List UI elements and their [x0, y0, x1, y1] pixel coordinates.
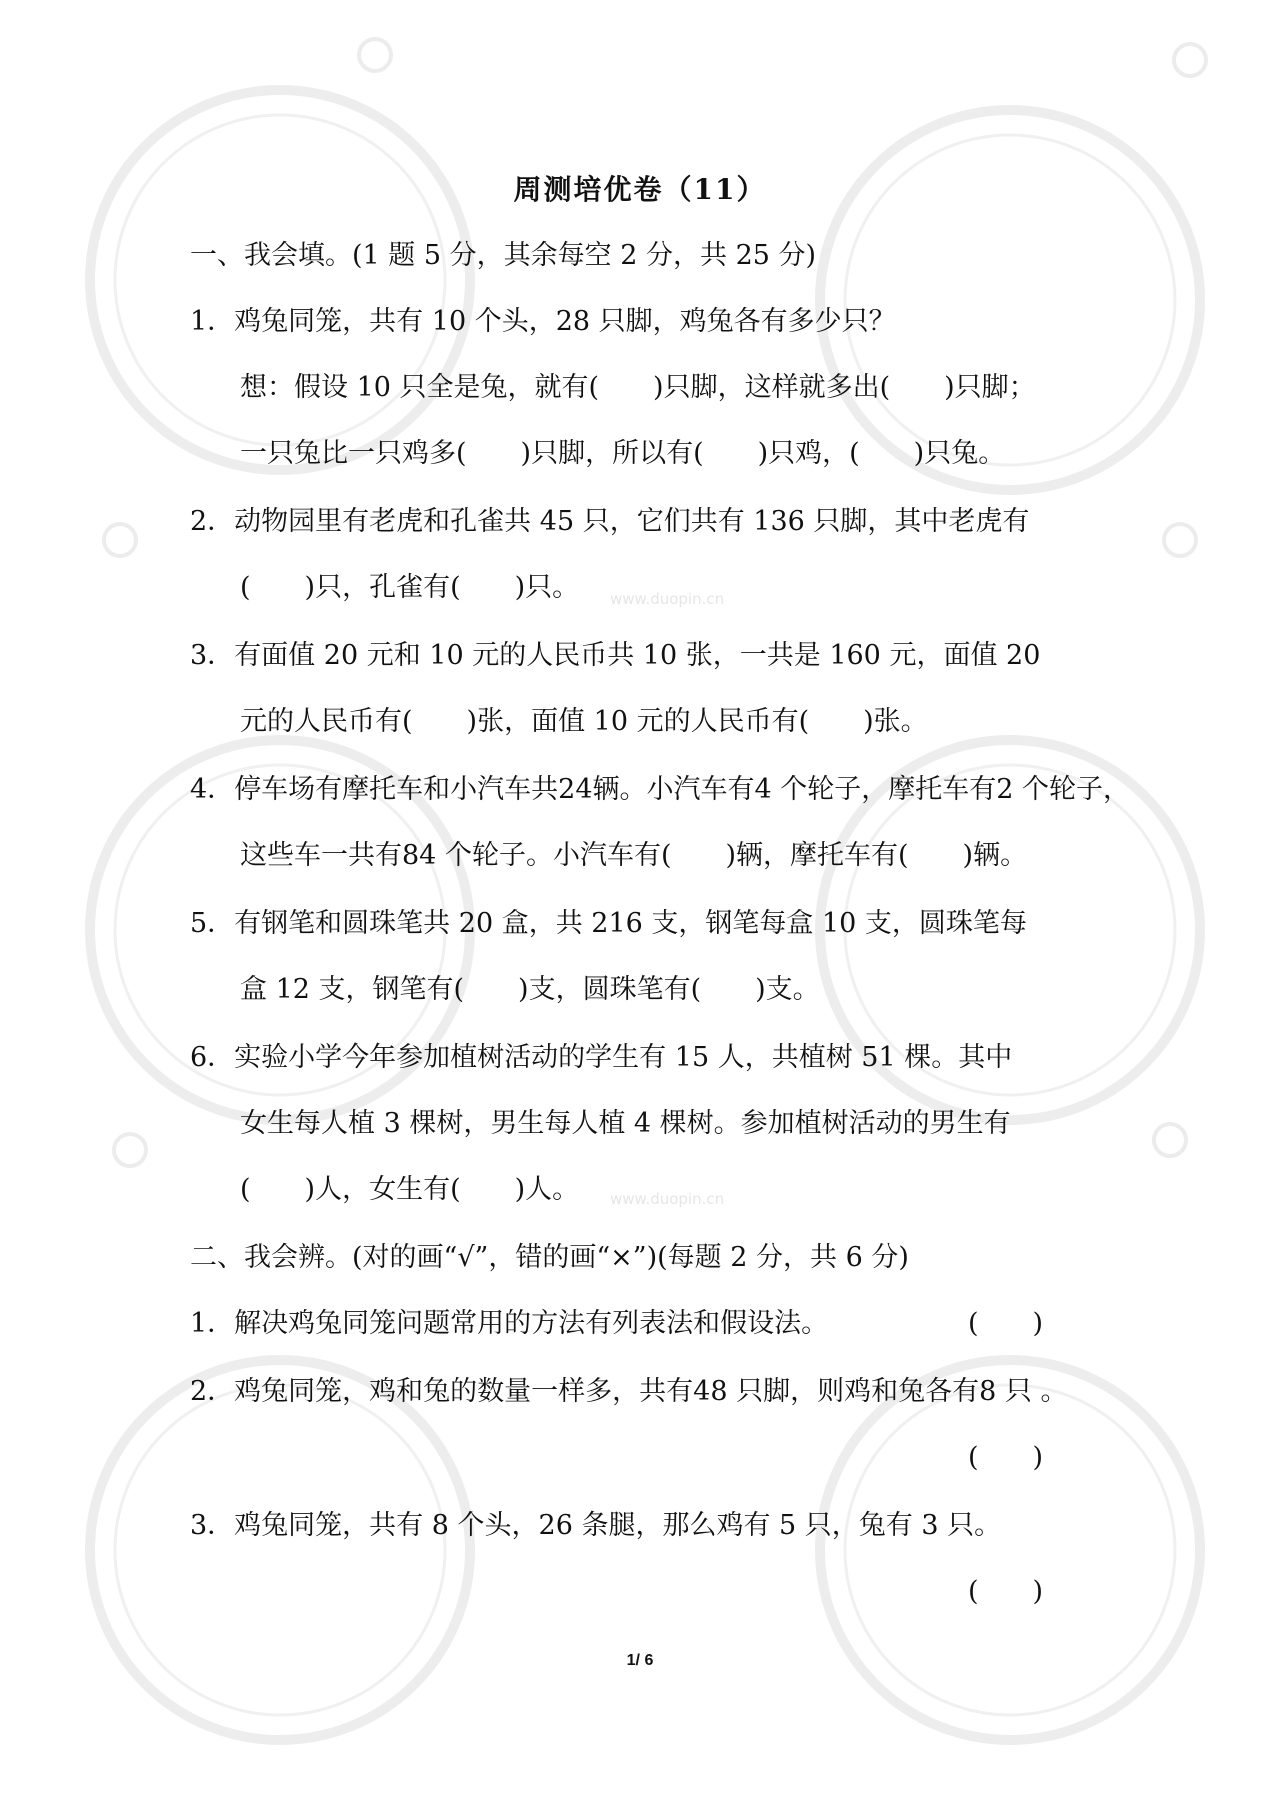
watermark-site-text: www.duopin.cn — [610, 1190, 725, 1208]
judge-question-1-text: 1．解决鸡兔同笼问题常用的方法有列表法和假设法。 — [190, 1308, 829, 1339]
question-1-3-line1: 3．有面值 20 元和 10 元的人民币共 10 张，一共是 160 元，面值 20 — [190, 640, 1041, 671]
judge-question-3-text: 3．鸡兔同笼，共有 8 个头，26 条腿，那么鸡有 5 只，兔有 3 只。 — [190, 1510, 1002, 1541]
question-1-3-line2: 元的人民币有( )张，面值 10 元的人民币有( )张。 — [240, 706, 928, 737]
question-1-6-line1: 6．实验小学今年参加植树活动的学生有 15 人，共植树 51 棵。其中 — [190, 1042, 1013, 1073]
page-number: 1/ 6 — [626, 1652, 654, 1669]
question-1-6-line2: 女生每人植 3 棵树，男生每人植 4 棵树。参加植树活动的男生有 — [240, 1108, 1011, 1139]
question-1-4-line1: 4．停车场有摩托车和小汽车共24辆。小汽车有4 个轮子，摩托车有2 个轮子， — [190, 774, 1131, 805]
question-1-6-line3: ( )人，女生有( )人。 — [240, 1174, 580, 1205]
question-1-2-line2: ( )只，孔雀有( )只。 — [240, 572, 580, 603]
page-title: 周测培优卷（11） — [513, 173, 767, 206]
section-1-heading: 一、我会填。(1 题 5 分，其余每空 2 分，共 25 分) — [190, 240, 817, 271]
section-2-heading: 二、我会辨。(对的画“√”，错的画“×”)(每题 2 分，共 6 分) — [190, 1242, 909, 1273]
question-1-1-line2: 想：假设 10 只全是兔，就有( )只脚，这样就多出( )只脚； — [240, 372, 1036, 403]
judge-question-1-answer-bracket[interactable]: ( ) — [968, 1308, 1044, 1339]
question-1-1-text: 1．鸡兔同笼，共有 10 个头，28 只脚，鸡兔各有多少只？ — [190, 306, 896, 337]
question-1-5-line1: 5．有钢笔和圆珠笔共 20 盒，共 216 支，钢笔每盒 10 支，圆珠笔每 — [190, 908, 1027, 939]
judge-question-3-answer-bracket[interactable]: ( ) — [968, 1576, 1044, 1607]
watermark-site-text: www.duopin.cn — [610, 590, 725, 608]
question-1-5-line2: 盒 12 支，钢笔有( )支，圆珠笔有( )支。 — [240, 974, 820, 1005]
judge-question-2-text: 2．鸡兔同笼，鸡和兔的数量一样多，共有48 只脚，则鸡和兔各有8 只 。 — [190, 1376, 1068, 1407]
question-1-2-line1: 2．动物园里有老虎和孔雀共 45 只，它们共有 136 只脚，其中老虎有 — [190, 506, 1030, 537]
question-1-4-line2: 这些车一共有84 个轮子。小汽车有( )辆，摩托车有( )辆。 — [240, 840, 1028, 871]
question-1-1-line3: 一只兔比一只鸡多( )只脚，所以有( )只鸡，( )只兔。 — [240, 438, 1006, 469]
judge-question-2-answer-bracket[interactable]: ( ) — [968, 1442, 1044, 1473]
